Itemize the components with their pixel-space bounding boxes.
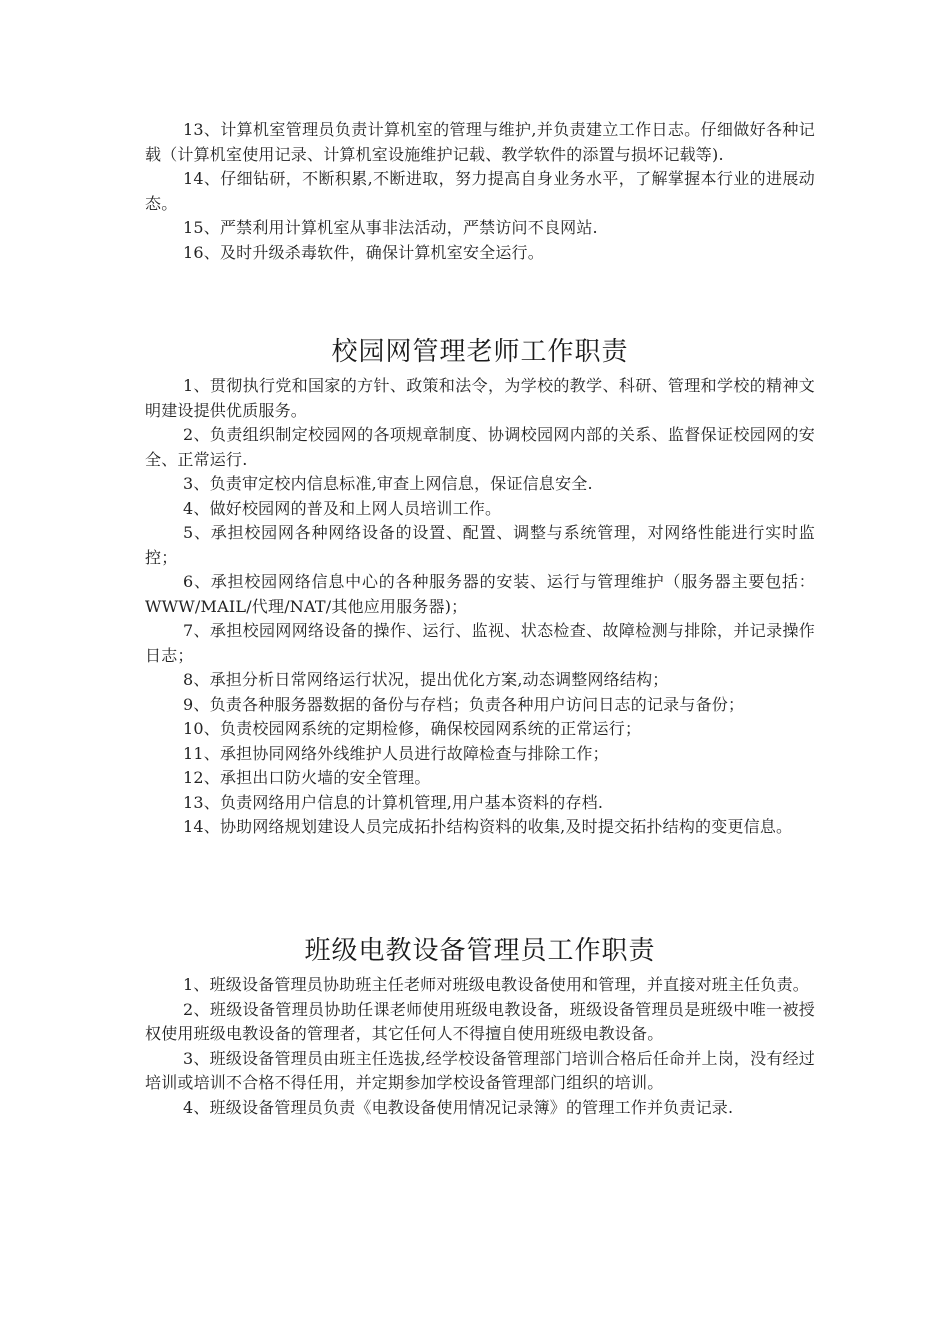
duty-item: 15、严禁利用计算机室从事非法活动，严禁访问不良网站. xyxy=(183,218,598,237)
section-title-class-av-equipment: 班级电教设备管理员工作职责 xyxy=(304,936,656,966)
duty-item: 3、班级设备管理员由班主任选拔,经学校设备管理部门培训合格后任命并上岗，没有经过培训或培训不合格不得任用，并定期参加学校设备管理部门组织的培训。 xyxy=(145,1048,815,1092)
duty-item: 2、班级设备管理员协助任课老师使用班级电教设备，班级设备管理员是班级中唯一被授权使用班级电教设备的管理者，其它任何人不得擅自使用班级电教设备。 xyxy=(145,999,815,1043)
duty-item: 4、班级设备管理员负责《电教设备使用情况记录簿》的管理工作并负责记录. xyxy=(183,1097,734,1117)
duty-item: 7、承担校园网网络设备的操作、运行、监视、状态检查、故障检测与排除，并记录操作日志； xyxy=(145,621,815,665)
duty-item: 4、做好校园网的普及和上网人员培训工作。 xyxy=(183,498,502,518)
duty-item: 14、协助网络规划建设人员完成拓扑结构资料的收集,及时提交拓扑结构的变更信息。 xyxy=(183,817,793,836)
duty-item: 6、承担校园网络信息中心的各种服务器的安装、运行与管理维护（服务器主要包括：WWW/MAIL/代理/NAT/其他应用服务器)； xyxy=(145,572,815,616)
duty-item: 16、及时升级杀毒软件，确保计算机室安全运行。 xyxy=(183,242,544,262)
campus-network-duties xyxy=(145,374,815,840)
duty-item: 11、承担协同网络外线维护人员进行故障检查与排除工作； xyxy=(183,743,609,763)
duty-item: 12、承担出口防火墙的安全管理。 xyxy=(183,768,431,787)
section-title-campus-network: 校园网管理老师工作职责 xyxy=(331,337,629,367)
computer-room-duties-continued xyxy=(145,118,815,265)
duty-item: 14、仔细钻研，不断积累,不断进取，努力提高自身业务水平，了解掌握本行业的进展动态。 xyxy=(145,169,815,213)
class-av-equipment-duties xyxy=(145,973,815,1120)
duty-item: 9、负责各种服务器数据的备份与存档；负责各种用户访问日志的记录与备份； xyxy=(183,694,745,714)
duty-item: 3、负责审定校内信息标准,审查上网信息，保证信息安全. xyxy=(183,474,593,493)
duty-item: 10、负责校园网系统的定期检修，确保校园网系统的正常运行； xyxy=(183,719,642,738)
duty-item: 2、负责组织制定校园网的各项规章制度、协调校园网内部的关系、监督保证校园网的安全、正常运行. xyxy=(145,425,815,469)
duty-item: 13、计算机室管理员负责计算机室的管理与维护,并负责建立工作日志。仔细做好各种记载（计算机室使用记录、计算机室设施维护记载、教学软件的添置与损坏记载等). xyxy=(145,120,815,164)
duty-item: 13、负责网络用户信息的计算机管理,用户基本资料的存档. xyxy=(183,792,604,812)
duty-item: 1、班级设备管理员协助班主任老师对班级电教设备使用和管理，并直接对班主任负责。 xyxy=(183,975,809,994)
duty-item: 8、承担分析日常网络运行状况，提出优化方案,动态调整网络结构； xyxy=(183,670,669,689)
duty-item: 1、贯彻执行党和国家的方针、政策和法令，为学校的教学、科研、管理和学校的精神文明建设提供优质服务。 xyxy=(145,376,815,420)
duty-item: 5、承担校园网各种网络设备的设置、配置、调整与系统管理，对网络性能进行实时监控； xyxy=(145,523,815,567)
